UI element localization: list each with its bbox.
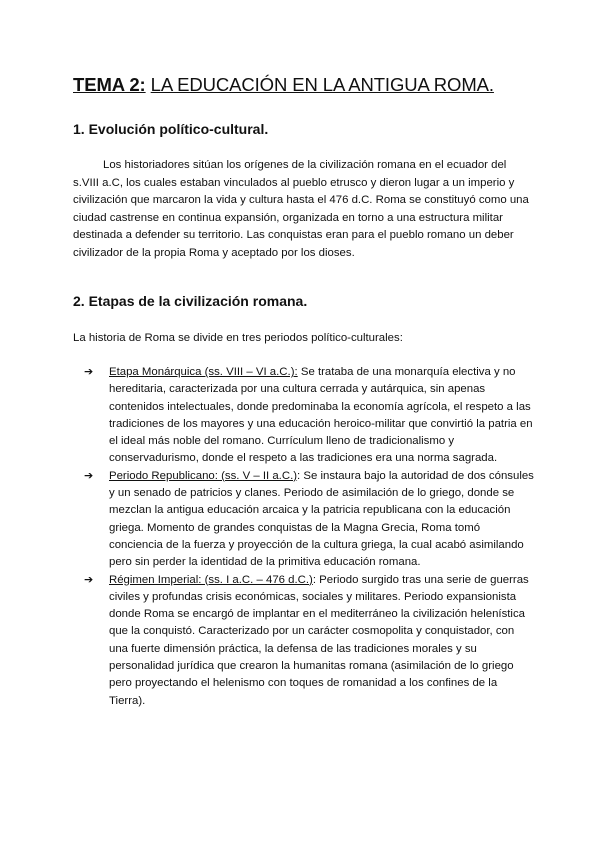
page-title [73, 74, 494, 96]
arrow-bullet-icon: ➔ [84, 469, 94, 482]
item-label: Periodo Republicano: (ss. V – II a.C.) [109, 469, 298, 482]
paragraph-evolucion: Los historiadores sitúan los orígenes de la civilización romana en el ecuador del s.VIII a.C, los cuales estaban vinculados al pueblo etrusco y dieron lugar a un imperio y civilización que marcaron la vida y cultura hasta el 476 d.C. Roma se constituyó como una ciudad castrense en continua expansión, organizada en torno a una estructura militar destinada a defender su territorio. Las conquistas eran para el pueblo romano un deber civilizador de la propia Roma y aceptado por los dioses. [73, 159, 529, 259]
arrow-bullet-icon: ➔ [84, 573, 94, 586]
list-item-monarquica [73, 364, 535, 468]
item-text: : Se instaura bajo la autoridad de dos cónsules y un senado de patricios y clanes. Periodo de asimilación de lo griego, donde se mezclan la antigua educación arcaica y la patricia republicana con la educación griega. Momento de grandes conquistas de la Magna Grecia, Roma tomó conciencia de la fuerza y proyección de la cultura griega, la cual acabó asimilando pero sin perder la identidad de la primitiva educación romana. [109, 469, 534, 569]
paragraph-etapas-intro: La historia de Roma se divide en tres periodos político-culturales: [73, 332, 403, 344]
title-subtitle: LA EDUCACIÓN EN LA ANTIGUA ROMA. [150, 74, 494, 95]
item-text: : Periodo surgido tras una serie de guerras civiles y profundas crisis económicas, sociales y militares. Periodo expansionista donde Roma se encargó de implantar en el mediterráneo la civilización helenística que la conquistó. Caracterizado por un carácter cosmopolita y conquistador, con una fuerte dimensión práctica, la defensa de las tradiciones morales y su personalidad jurídica que crearon la humanitas romana (asimilación de lo griego pero proyectando el helenismo con toques de romanidad a los confines de la Tierra). [109, 573, 529, 707]
section-heading-evolucion: 1. Evolución político-cultural. [73, 121, 269, 137]
item-label: Régimen Imperial: (ss. I a.C. – 476 d.C.) [109, 573, 313, 586]
section-heading-etapas: 2. Etapas de la civilización romana. [73, 293, 308, 309]
list-item-republicano [73, 468, 535, 572]
list-item-imperial [73, 572, 535, 710]
item-text: Se trataba de una monarquía electiva y no hereditaria, caracterizada por una cultura cerrada y autárquica, sin apenas contenidos intelectuales, donde predominaba la economía agrícola, el respeto a las tradiciones de los mayores y una educación heroico-militar que convirtió la patria en el ideal más noble del romano. Currículum lleno de tradicionalismo y conservadurismo, donde el respeto a las tradiciones era una norma sagrada. [109, 366, 533, 465]
item-label: Etapa Monárquica (ss. VIII – VI a.C.): [109, 366, 298, 378]
arrow-bullet-icon: ➔ [84, 366, 94, 378]
etapas-list [73, 364, 535, 710]
title-tema: TEMA 2: [73, 74, 146, 95]
